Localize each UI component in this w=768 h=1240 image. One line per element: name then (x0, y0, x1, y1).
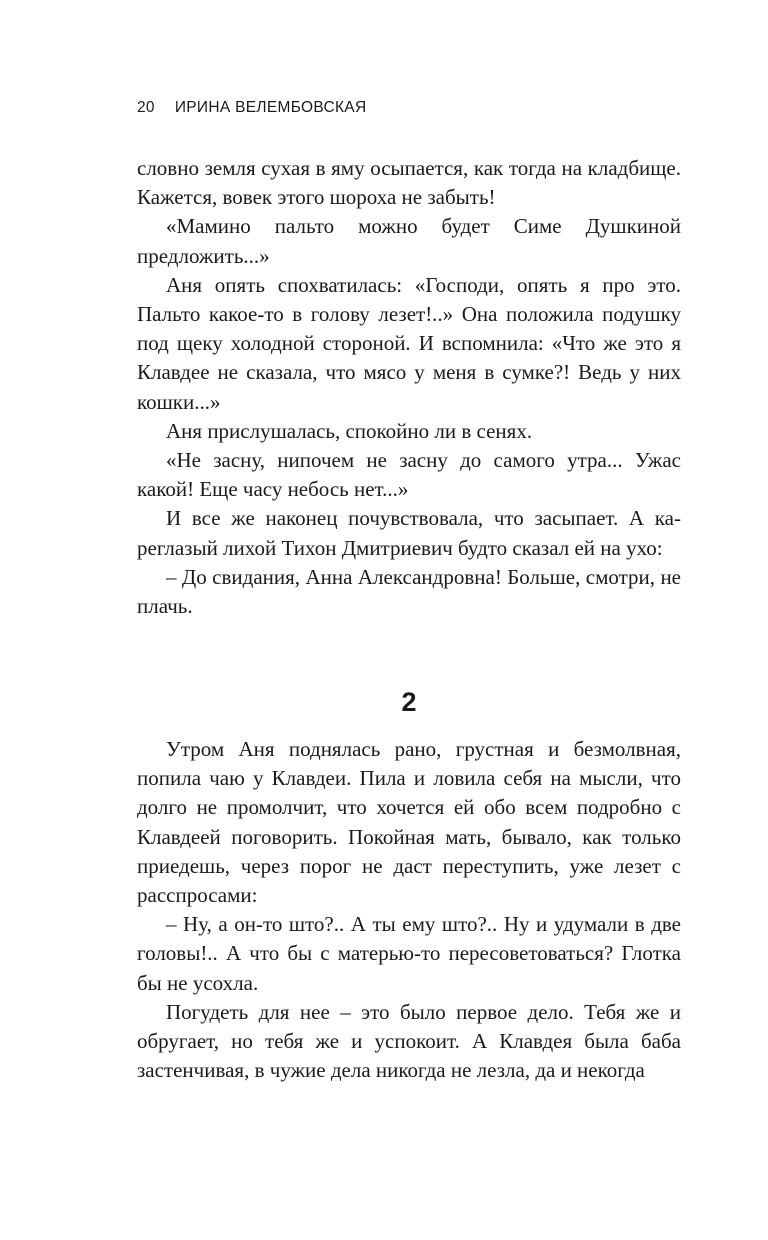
chapter-number: 2 (401, 687, 417, 717)
paragraph: «Мамино пальто можно будет Симе Душкиной предложить...» (137, 214, 681, 268)
paragraph: И все же наконец почувствовала, что засыпает. А кареглазый лихой Тихон Дмитриевич будто сказал ей на ухо: (137, 506, 681, 560)
paragraph: словно земля сухая в яму осыпается, как тогда на кладбище. Кажется, вовек этого шороха не забыть! (137, 156, 681, 210)
paragraph: – До свидания, Анна Александровна! Больше, смотри, не плачь. (137, 564, 681, 619)
paragraph: Погудеть для нее – это было первое дело. Тебя же и обругает, но тебя же и успокоит. А Клавдея была баба застенчивая, в чужие дела никогда не лезла, да и некогда (137, 999, 681, 1083)
paragraph: Аня прислушалась, спокойно ли в сенях. (166, 418, 533, 443)
page-number: 20 (137, 99, 155, 116)
paragraph: Утром Аня поднялась рано, грустная и безмолвная, попила чаю у Клавдеи. Пила и ловила себя на мысли, что долго не промолчит, что хочется ей обо всем подробно с Клавдеей поговорить. Покойная мать, бывало, как только приедешь, через порог не даст переступить, уже лезет с расспросами: (137, 737, 681, 908)
paragraph: – Ну, а он-то што?.. А ты ему што?.. Ну и удумали в две головы!.. А что бы с матерью-то пересоветоваться? Глотка бы не усохла. (137, 912, 681, 995)
text-section-1 (137, 154, 681, 621)
paragraph: «Не засну, нипочем не засну до самого утра... Ужас какой! Еще часу небось нет...» (137, 448, 681, 502)
text-section-2 (137, 735, 681, 1085)
running-head (137, 99, 366, 117)
author-name: ИРИНА ВЕЛЕМБОВСКАЯ (174, 99, 367, 116)
paragraph: Аня опять спохватилась: «Господи, опять я про это. Пальто какое-то в голову лезет!..» Она положила подушку под щеку холодной стороной. И вспомнила: «Что же это я Клавдее не сказала, что мясо у меня в сумке?! Ведь у них кошки...» (137, 272, 681, 414)
